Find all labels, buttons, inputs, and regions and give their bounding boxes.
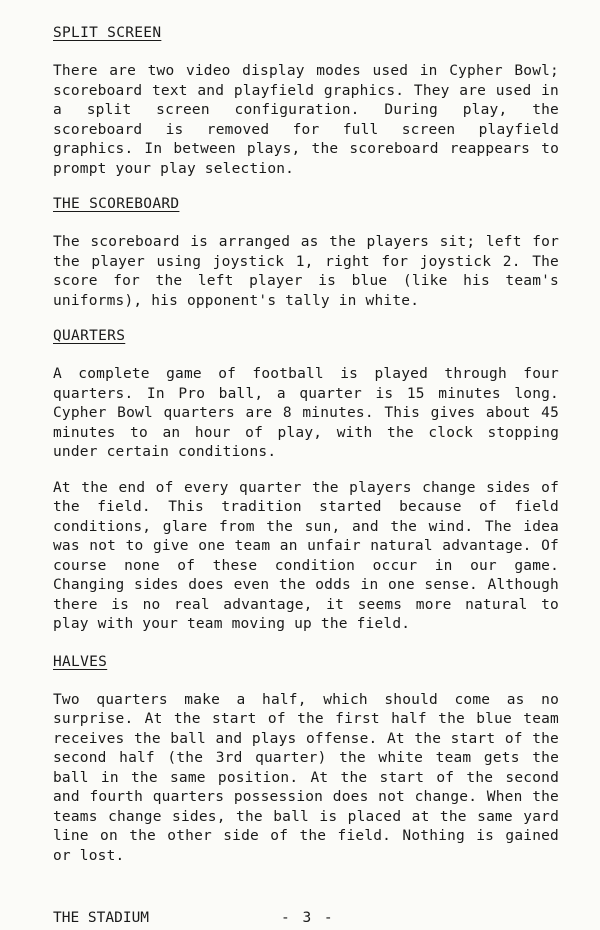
- section-the-scoreboard: [53, 195, 559, 311]
- body-paragraph: Two quarters make a half, which should come as no surprise. At the start of the first half the blue team receives the ball and plays offense. At the start of the second half (the 3rd quarter) the white team gets the ball in the same position. At the start of the second and fourth quarters possession does not change. When the teams change sides, the ball is placed at the same yard line on the other side of the field. Nothing is gained or lost.: [53, 691, 559, 864]
- body-paragraph: At the end of every quarter the players change sides of the field. This tradition started because of field conditions, glare from the sun, and the wind. The idea was not to give one team an unfair natural advantage. Of course none of these condition occur in our game. Changing sides does even the odds in one sense. Although there is no real advantage, it seems more natural to play with your team moving up the field.: [53, 479, 559, 632]
- section-heading: SPLIT SCREEN: [53, 25, 162, 41]
- footer-chapter-title: THE STADIUM: [53, 910, 150, 926]
- section-heading: QUARTERS: [53, 328, 126, 344]
- section-heading: THE SCOREBOARD: [53, 196, 180, 212]
- section-split-screen: [53, 24, 559, 179]
- body-paragraph: The scoreboard is arranged as the players sit; left for the player using joystick 1, right for joystick 2. The score for the left player is blue (like his team's uniforms), his opponent's tally in white.: [53, 234, 559, 309]
- body-paragraph: There are two video display modes used in Cypher Bowl; scoreboard text and playfield graphics. They are used in a split screen configuration. During play, the scoreboard is removed for full screen playfield graphics. In between plays, the scoreboard reappears to prompt your play selection.: [53, 63, 559, 177]
- section-halves: [53, 653, 559, 867]
- body-paragraph: A complete game of football is played through four quarters. In Pro ball, a quarter is 15 minutes long. Cypher Bowl quarters are 8 minutes. This gives about 45 minutes to an hour of play, with the clock stopping under certain conditions.: [53, 366, 559, 460]
- document-page: [53, 24, 559, 882]
- section-quarters: [53, 327, 559, 635]
- page-number: - 3 -: [281, 910, 335, 926]
- section-heading: HALVES: [53, 653, 108, 670]
